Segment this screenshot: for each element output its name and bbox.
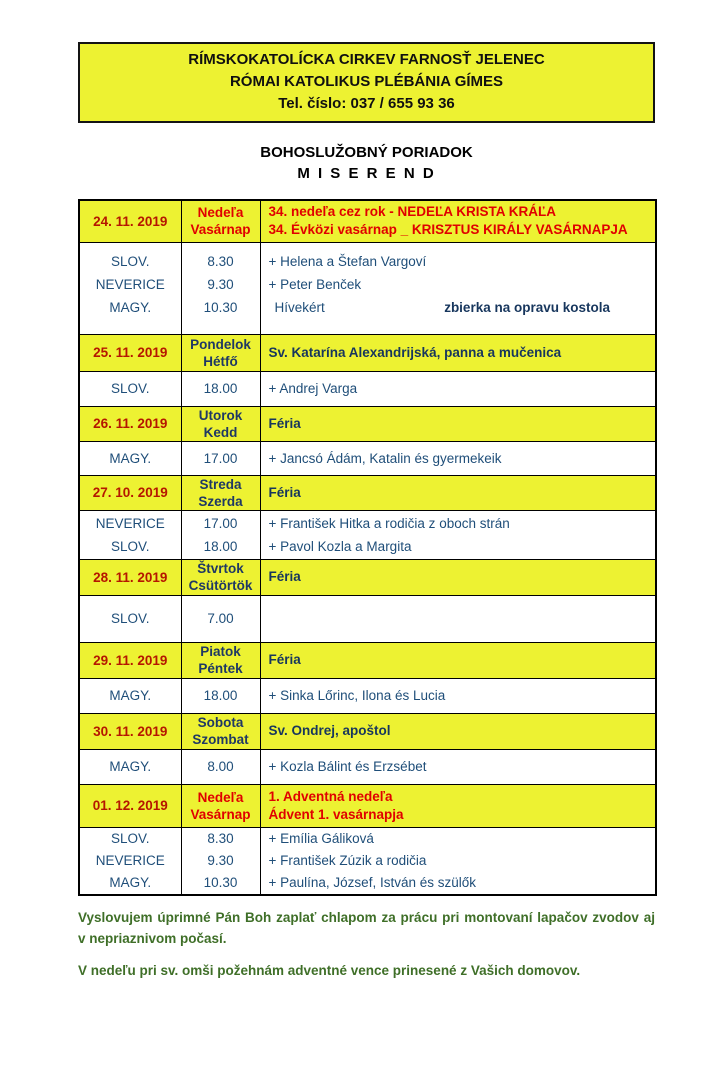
intention-text: + František Hitka a rodičia z oboch strán <box>268 515 510 531</box>
table-row-day-header <box>79 784 656 827</box>
intention-text: Hívekért <box>274 299 325 315</box>
place-label: MAGY. <box>109 759 152 774</box>
feast-line: Sv. Ondrej, apoštol <box>268 723 391 738</box>
document-title <box>78 144 655 182</box>
date-cell: 26. 11. 2019 <box>79 406 181 441</box>
time-value: 9.30 <box>207 276 234 292</box>
day-cell <box>181 475 260 510</box>
time-value: 18.00 <box>203 538 238 554</box>
day-name-slovak: Štvrtok <box>197 561 244 576</box>
intentions-cell <box>260 371 656 406</box>
feast-cell <box>260 642 656 678</box>
intention-text: + Kozla Bálint és Erzsébet <box>268 759 427 774</box>
feast-cell <box>260 334 656 371</box>
intention-text: + Jancsó Ádám, Katalin és gyermekeik <box>268 450 502 466</box>
times-cell <box>181 441 260 475</box>
feast-line: 34. Évközi vasárnap _ KRISZTUS KIRÁLY VASÁRNAPJA <box>268 222 628 238</box>
time-value: 8.00 <box>207 759 234 774</box>
date-cell: 30. 11. 2019 <box>79 713 181 749</box>
feast-line: Féria <box>268 652 301 667</box>
feast-line: Féria <box>268 569 301 584</box>
feast-cell <box>260 713 656 749</box>
places-cell <box>79 749 181 784</box>
day-cell <box>181 559 260 595</box>
feast-cell <box>260 559 656 595</box>
day-name-hungarian: Vasárnap <box>190 222 251 238</box>
place-label: MAGY. <box>109 299 152 315</box>
table-row-masses <box>79 827 656 895</box>
day-name-hungarian: Péntek <box>198 661 243 676</box>
day-name-slovak: Nedeľa <box>197 789 244 805</box>
parish-header-box <box>78 42 655 123</box>
places-cell <box>79 441 181 475</box>
intentions-cell <box>260 827 656 895</box>
day-cell <box>181 642 260 678</box>
intentions-cell <box>260 749 656 784</box>
intention-text: + Emília Gáliková <box>268 830 374 846</box>
day-cell <box>181 406 260 441</box>
table-row-masses <box>79 749 656 784</box>
time-value: 10.30 <box>203 874 238 890</box>
table-row-day-header <box>79 559 656 595</box>
time-value: 7.00 <box>207 611 234 626</box>
day-name-slovak: Utorok <box>198 407 243 423</box>
day-name-slovak: Streda <box>199 476 242 492</box>
time-value: 17.00 <box>203 515 238 531</box>
date-cell: 01. 12. 2019 <box>79 784 181 827</box>
day-name-slovak: Nedeľa <box>197 205 244 221</box>
announcement-paragraph: V nedeľu pri sv. omši požehnám adventné vence prinesené z Vašich domovov. <box>78 963 581 978</box>
intention-text: + Andrej Varga <box>268 381 358 396</box>
times-cell <box>181 510 260 559</box>
day-name-slovak: Piatok <box>200 644 241 659</box>
date-cell: 29. 11. 2019 <box>79 642 181 678</box>
intentions-cell <box>260 441 656 475</box>
feast-line: Féria <box>268 415 301 431</box>
place-label: NEVERICE <box>95 515 165 531</box>
feast-line: 34. nedeľa cez rok - NEDEĽA KRISTA KRÁĽA <box>268 204 557 220</box>
time-value: 8.30 <box>207 830 234 846</box>
place-label: SLOV. <box>110 253 150 269</box>
intentions-cell <box>260 510 656 559</box>
times-cell <box>181 595 260 642</box>
feast-cell <box>260 200 656 242</box>
date-cell: 28. 11. 2019 <box>79 559 181 595</box>
day-cell <box>181 334 260 371</box>
intention-text: + Pavol Kozla a Margita <box>268 538 412 554</box>
day-cell <box>181 784 260 827</box>
times-cell <box>181 242 260 334</box>
place-label: NEVERICE <box>95 276 165 292</box>
time-value: 9.30 <box>207 852 234 868</box>
intentions-cell <box>260 678 656 713</box>
day-name-slovak: Pondelok <box>190 336 251 352</box>
table-row-masses <box>79 678 656 713</box>
places-cell <box>79 242 181 334</box>
place-label: SLOV. <box>110 611 150 626</box>
day-name-hungarian: Vasárnap <box>190 806 251 822</box>
place-label: MAGY. <box>109 450 152 466</box>
day-cell <box>181 713 260 749</box>
places-cell <box>79 371 181 406</box>
intention-text: + František Zúzik a rodičia <box>268 852 427 868</box>
feast-line: 1. Adventná nedeľa <box>268 788 393 804</box>
day-name-hungarian: Szombat <box>192 732 249 747</box>
day-name-hungarian: Hétfő <box>203 353 238 369</box>
announcement-paragraph <box>78 907 655 949</box>
day-name-hungarian: Szerda <box>198 493 243 509</box>
place-label: MAGY. <box>109 688 152 703</box>
feast-cell <box>260 784 656 827</box>
table-row-masses <box>79 371 656 406</box>
time-value: 18.00 <box>203 688 238 703</box>
day-name-slovak: Sobota <box>197 715 244 730</box>
announcement-text-line: v nepriaznivom počasí. <box>78 931 227 946</box>
parish-name-hungarian: RÓMAI KATOLIKUS PLÉBÁNIA GÍMES <box>229 73 504 90</box>
place-label: MAGY. <box>109 874 152 890</box>
feast-cell <box>260 406 656 441</box>
place-label: NEVERICE <box>95 852 165 868</box>
table-row-day-header <box>79 713 656 749</box>
time-value: 17.00 <box>203 450 238 466</box>
place-label: SLOV. <box>110 830 150 846</box>
time-value: 8.30 <box>207 253 234 269</box>
feast-cell <box>260 475 656 510</box>
day-name-hungarian: Csütörtök <box>188 578 253 593</box>
times-cell <box>181 827 260 895</box>
parish-phone: Tel. číslo: 037 / 655 93 36 <box>278 95 455 112</box>
announcements <box>78 907 655 981</box>
table-row-masses <box>79 595 656 642</box>
intentions-cell <box>260 242 656 334</box>
intention-text: + Sinka Lőrinc, Ilona és Lucia <box>268 688 446 703</box>
table-row-day-header <box>79 406 656 441</box>
schedule-title-hungarian: M I S E R E N D <box>297 165 436 182</box>
date-cell: 27. 10. 2019 <box>79 475 181 510</box>
day-cell <box>181 200 260 242</box>
intentions-cell <box>260 595 656 642</box>
time-value: 10.30 <box>203 299 238 315</box>
place-label: SLOV. <box>110 538 150 554</box>
place-label: SLOV. <box>110 381 150 396</box>
parish-name-slovak: RÍMSKOKATOLÍCKA CIRKEV FARNOSŤ JELENEC <box>188 51 545 68</box>
places-cell <box>79 510 181 559</box>
table-row-day-header <box>79 200 656 242</box>
times-cell <box>181 371 260 406</box>
places-cell <box>79 827 181 895</box>
table-row-day-header <box>79 642 656 678</box>
places-cell <box>79 595 181 642</box>
announcement-text-line: Vyslovujem úprimné Pán Boh zaplať chlapom za prácu pri montovaní lapačov zvodov aj <box>78 910 655 925</box>
intention-text: + Helena a Štefan Vargoví <box>268 253 427 269</box>
document-page <box>78 42 655 981</box>
feast-line: Sv. Katarína Alexandrijská, panna a mučenica <box>268 344 562 360</box>
table-row-day-header <box>79 334 656 371</box>
feast-line: Féria <box>268 484 301 500</box>
time-value: 18.00 <box>203 381 238 396</box>
date-cell: 25. 11. 2019 <box>79 334 181 371</box>
collection-note: zbierka na opravu kostola <box>444 299 610 315</box>
table-row-masses <box>79 242 656 334</box>
schedule-title-slovak: BOHOSLUŽOBNÝ PORIADOK <box>260 144 473 161</box>
feast-line: Ádvent 1. vasárnapja <box>268 806 404 822</box>
date-cell: 24. 11. 2019 <box>79 200 181 242</box>
table-row-masses <box>79 441 656 475</box>
times-cell <box>181 678 260 713</box>
intention-text: + Peter Benček <box>268 276 362 292</box>
table-row-day-header <box>79 475 656 510</box>
intention-line <box>269 296 656 319</box>
day-name-hungarian: Kedd <box>203 424 238 440</box>
mass-schedule-table <box>78 199 657 896</box>
places-cell <box>79 678 181 713</box>
intention-text: + Paulína, József, István és szülők <box>268 874 476 890</box>
table-row-masses <box>79 510 656 559</box>
times-cell <box>181 749 260 784</box>
